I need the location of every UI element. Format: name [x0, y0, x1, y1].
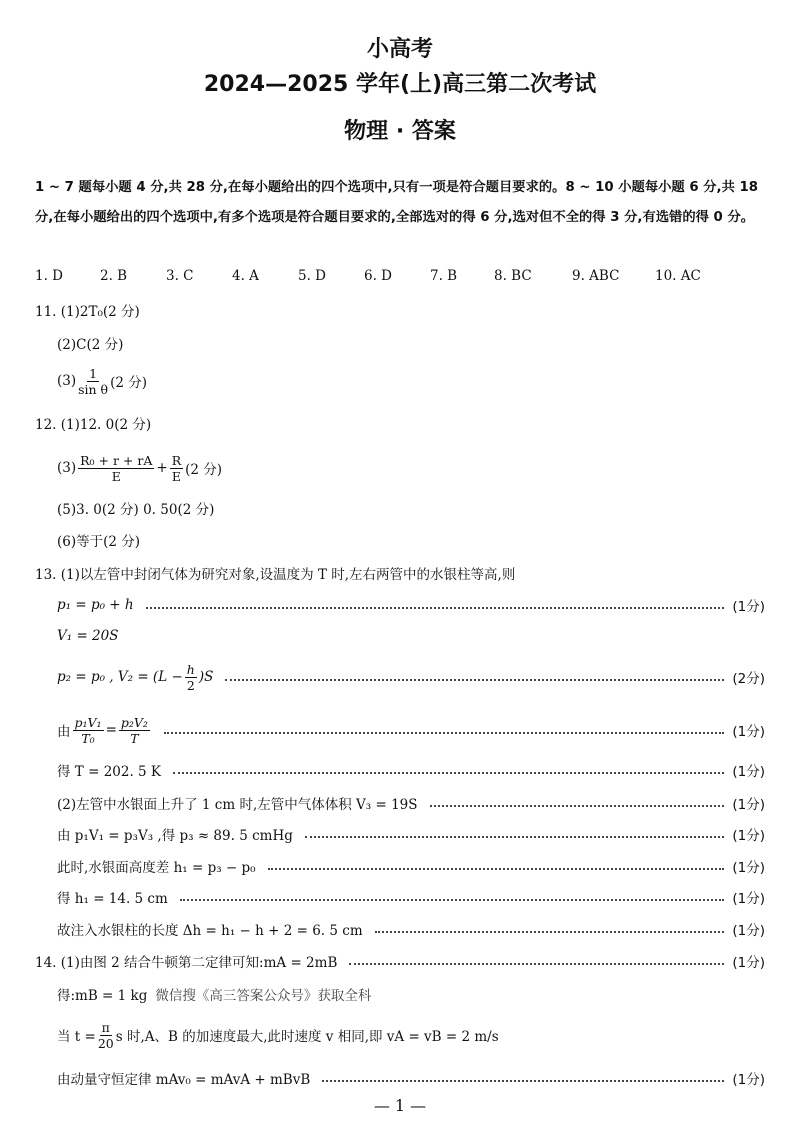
choice-answer: 1. D	[35, 268, 63, 284]
q14-line	[57, 983, 371, 1005]
q11-part1: 11. (1)2T₀(2 分)	[35, 304, 140, 320]
text: 此时,水银面高度差 h₁ = p₃ − p₀	[57, 860, 256, 876]
numerator: h	[186, 661, 195, 677]
score: (1分)	[732, 724, 765, 740]
q14-line	[57, 1019, 499, 1051]
q13-heading: 13. (1)以左管中封闭气体为研究对象,设温度为 T 时,左右两管中的水银柱等高,则	[35, 567, 516, 583]
dot-leader	[180, 899, 725, 901]
q13-line	[57, 855, 765, 877]
brand-title: 小高考	[366, 37, 433, 62]
numerator: 1	[89, 365, 98, 381]
formula: p₁ = p₀ + h	[57, 597, 134, 613]
exam-title: 2024—2025 学年(上)高三第二次考试	[203, 72, 597, 97]
dot-leader	[349, 963, 724, 965]
q13-line	[57, 759, 765, 781]
score: (1分)	[732, 828, 765, 844]
q11-part2: (2)C(2 分)	[57, 337, 124, 353]
numerator: R	[171, 452, 182, 468]
text: 得 T = 202. 5 K	[57, 764, 162, 780]
q13-line	[57, 823, 765, 845]
score: (1分)	[732, 955, 765, 971]
dot-leader	[375, 931, 725, 933]
score: (1分)	[732, 599, 765, 615]
denominator: 20	[97, 1035, 114, 1051]
q13-line	[57, 886, 765, 908]
choice-answer: 6. D	[364, 268, 392, 284]
q12-part5: (5)3. 0(2 分) 0. 50(2 分)	[57, 502, 215, 518]
fraction	[119, 715, 150, 746]
text: 得 h₁ = 14. 5 cm	[57, 891, 168, 907]
dot-leader	[225, 679, 724, 681]
denominator: sin θ	[78, 381, 109, 397]
dot-leader	[305, 836, 725, 838]
q13-line	[57, 661, 765, 693]
score: (1分)	[732, 1072, 765, 1088]
text: 当 t =	[57, 1029, 96, 1045]
text: 由	[57, 724, 71, 740]
text: 故注入水银柱的长度 Δh = h₁ − h + 2 = 6. 5 cm	[57, 923, 363, 939]
numerator: R₀ + r + rA	[80, 452, 153, 468]
q13-line	[57, 714, 765, 746]
equals: =	[105, 722, 117, 738]
fraction	[73, 715, 104, 746]
choice-answer: 9. ABC	[572, 268, 620, 284]
score: (2 分)	[185, 462, 223, 478]
choice-answer: 8. BC	[494, 268, 532, 284]
q14-line	[35, 950, 765, 972]
scoring-instructions: 1 ~ 7 题每小题 4 分,共 28 分,在每小题给出的四个选项中,只有一项是符合题目要求的。8 ~ 10 小题每小题 6 分,共 18 分,在每小题给出的四个选项中,有多个选项是符合题目要求的,全部选对的得 6 分,选对但不全的得 3 分,有选错的得 0 分。	[35, 180, 759, 225]
q14-line	[57, 1067, 765, 1089]
denominator: E	[171, 468, 181, 484]
score: (1分)	[732, 797, 765, 813]
text: 由动量守恒定律 mAv₀ = mAvA + mBvB	[57, 1072, 311, 1088]
denominator: 2	[186, 677, 195, 693]
fraction	[78, 366, 108, 397]
dot-leader	[173, 772, 724, 774]
text: 得:mB = 1 kg	[57, 988, 148, 1004]
score: (1分)	[732, 923, 765, 939]
fraction	[170, 453, 183, 484]
dot-leader	[164, 732, 724, 734]
score: (1分)	[732, 891, 765, 907]
dot-leader	[146, 607, 725, 609]
denominator: T	[130, 730, 139, 746]
numerator: p₁V₁	[74, 714, 102, 730]
formula: V₁ = 20S	[57, 628, 119, 644]
plus: +	[156, 460, 168, 476]
denominator: E	[111, 468, 121, 484]
text: (2)左管中水银面上升了 1 cm 时,左管中气体体积 V₃ = 19S	[57, 797, 418, 813]
choice-answer: 4. A	[232, 268, 259, 284]
dot-leader	[430, 805, 725, 807]
score: (2 分)	[110, 375, 148, 391]
score: (2分)	[732, 671, 765, 687]
formula: )S	[198, 669, 214, 685]
choice-answer: 10. AC	[655, 268, 701, 284]
numerator: π	[101, 1019, 110, 1035]
numerator: p₂V₂	[120, 714, 148, 730]
q13-line	[57, 918, 765, 940]
q11-part3	[57, 365, 148, 397]
choice-answer: 7. B	[430, 268, 458, 284]
fraction	[185, 662, 197, 693]
q12-part6: (6)等于(2 分)	[57, 534, 141, 550]
subject-title: 物理 · 答案	[344, 119, 456, 144]
text: 由 p₁V₁ = p₃V₃ ,得 p₃ ≈ 89. 5 cmHg	[57, 828, 293, 844]
q13-line	[57, 792, 765, 814]
q13-line	[57, 625, 118, 647]
label: (3)	[57, 460, 77, 476]
q13-line	[57, 594, 765, 616]
score: (1分)	[732, 764, 765, 780]
q12-part3	[57, 452, 223, 484]
dot-leader	[268, 868, 725, 870]
watermark-text: 微信搜《高三答案公众号》获取全科	[155, 988, 372, 1004]
score: (1分)	[732, 860, 765, 876]
choice-answer: 2. B	[100, 268, 128, 284]
fraction	[98, 1020, 114, 1051]
text: 14. (1)由图 2 结合牛顿第二定律可知:mA = 2mB	[35, 955, 338, 971]
page-number: — 1 —	[373, 1096, 427, 1115]
fraction	[78, 453, 154, 484]
text: s 时,A、B 的加速度最大,此时速度 v 相同,即 vA = vB = 2 m/s	[115, 1029, 499, 1045]
denominator: T₀	[81, 730, 95, 746]
q12-part1: 12. (1)12. 0(2 分)	[35, 417, 152, 433]
label: (3)	[57, 373, 77, 389]
dot-leader	[322, 1080, 724, 1082]
formula: p₂ = p₀ , V₂ = (L −	[57, 669, 183, 685]
choice-answer: 3. C	[166, 268, 194, 284]
choice-answer: 5. D	[298, 268, 326, 284]
